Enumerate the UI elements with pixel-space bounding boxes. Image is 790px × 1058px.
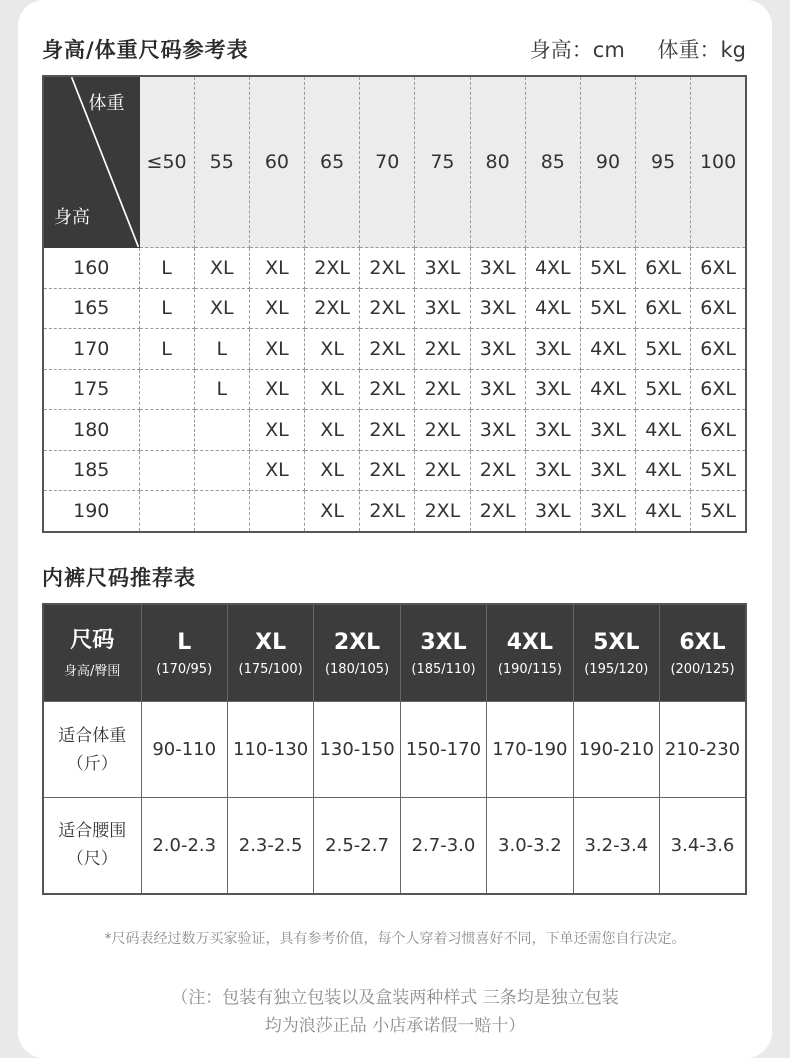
size-cell: L bbox=[194, 329, 249, 369]
weight-header-cell: 70 bbox=[360, 76, 415, 248]
weight-header-cell: ≤50 bbox=[139, 76, 194, 248]
waist-row-label bbox=[43, 798, 141, 894]
packaging-note bbox=[0, 984, 790, 1040]
size-cell: XL bbox=[305, 450, 360, 490]
weight-range-cell: 190-210 bbox=[573, 702, 659, 798]
packaging-note-line1: （注：包装有独立包装以及盒装两种样式 三条均是独立包装 bbox=[171, 988, 619, 1008]
waist-range-cell: 2.3-2.5 bbox=[227, 798, 313, 894]
size-measurement: (170/95) bbox=[156, 661, 213, 677]
size-cell: 6XL bbox=[636, 288, 691, 328]
weight-unit: 体重：kg bbox=[657, 38, 746, 62]
disclaimer-note: *尺码表经过数万买家验证，具有参考价值，每个人穿着习惯喜好不同，下单还需您自行决定。 bbox=[104, 931, 686, 947]
size-cell: XL bbox=[194, 288, 249, 328]
size-cell: 3XL bbox=[525, 450, 580, 490]
size-measurement: (195/120) bbox=[584, 661, 649, 677]
corner-weight-label: 体重 bbox=[88, 93, 125, 114]
size-cell: 3XL bbox=[525, 491, 580, 532]
size-cell: 3XL bbox=[470, 410, 525, 450]
size-row bbox=[43, 369, 746, 409]
size-cell: 2XL bbox=[360, 248, 415, 288]
size-cell: 2XL bbox=[305, 288, 360, 328]
size-cell: 3XL bbox=[415, 288, 470, 328]
size-column-header bbox=[314, 604, 400, 702]
weight-range-cell: 150-170 bbox=[400, 702, 486, 798]
size-cell: 3XL bbox=[470, 329, 525, 369]
waist-range-cell: 2.0-2.3 bbox=[141, 798, 227, 894]
packaging-note-line2: 均为浪莎正品 小店承诺假一赔十） bbox=[264, 1016, 526, 1036]
waist-range-cell: 2.5-2.7 bbox=[314, 798, 400, 894]
waist-range-cell: 3.0-3.2 bbox=[487, 798, 573, 894]
size-cell: XL bbox=[249, 288, 304, 328]
size-cell: 5XL bbox=[580, 248, 635, 288]
waist-range-cell: 2.7-3.0 bbox=[400, 798, 486, 894]
weight-header-cell: 60 bbox=[249, 76, 304, 248]
size-cell: L bbox=[139, 329, 194, 369]
weight-header-cell: 95 bbox=[636, 76, 691, 248]
weight-range-cell: 90-110 bbox=[141, 702, 227, 798]
size-cell: 4XL bbox=[525, 248, 580, 288]
size-cell: 3XL bbox=[525, 329, 580, 369]
waist-row bbox=[43, 798, 746, 894]
size-cell: 2XL bbox=[360, 491, 415, 532]
height-cell: 190 bbox=[43, 491, 139, 532]
size-cell: 4XL bbox=[636, 410, 691, 450]
size-cell: 3XL bbox=[580, 491, 635, 532]
weight-header-cell: 65 bbox=[305, 76, 360, 248]
weight-range-cell: 110-130 bbox=[227, 702, 313, 798]
size-row bbox=[43, 329, 746, 369]
size-measurement: (200/125) bbox=[670, 661, 735, 677]
size-label: 4XL bbox=[506, 629, 554, 655]
size-label: 6XL bbox=[679, 629, 726, 655]
size-cell: XL bbox=[305, 329, 360, 369]
size-cell: XL bbox=[249, 450, 304, 490]
height-cell: 180 bbox=[43, 410, 139, 450]
units-legend bbox=[504, 34, 746, 64]
size-row bbox=[43, 248, 746, 288]
size-row bbox=[43, 450, 746, 490]
size-cell: XL bbox=[305, 491, 360, 532]
size-column-header bbox=[573, 604, 659, 702]
size-cell: XL bbox=[249, 248, 304, 288]
size-measurement: (190/115) bbox=[497, 661, 562, 677]
size-cell: 2XL bbox=[360, 410, 415, 450]
size-cell: 2XL bbox=[470, 491, 525, 532]
size-cell: 4XL bbox=[580, 329, 635, 369]
weight-unit-label: （斤） bbox=[66, 753, 118, 774]
size-cell: 2XL bbox=[305, 248, 360, 288]
size-cell bbox=[194, 491, 249, 532]
waist-unit-label: （尺） bbox=[66, 849, 118, 870]
size-label: L bbox=[177, 629, 192, 655]
weight-header-cell: 100 bbox=[691, 76, 746, 248]
size-column-header bbox=[660, 604, 746, 702]
size-cell: 6XL bbox=[691, 288, 746, 328]
size-header-cell bbox=[43, 604, 141, 702]
size-cell: 5XL bbox=[691, 491, 746, 532]
size-measurement: (185/110) bbox=[411, 661, 476, 677]
size-cell: 6XL bbox=[691, 329, 746, 369]
weight-header-cell: 80 bbox=[470, 76, 525, 248]
size-cell: 3XL bbox=[470, 369, 525, 409]
underwear-chart-table bbox=[42, 603, 747, 895]
weight-header-cell: 75 bbox=[415, 76, 470, 248]
size-cell: 5XL bbox=[636, 369, 691, 409]
size-cell: 2XL bbox=[415, 410, 470, 450]
weight-header-cell: 85 bbox=[525, 76, 580, 248]
size-cell: L bbox=[139, 288, 194, 328]
size-label: 3XL bbox=[420, 629, 467, 655]
size-chart-title: 身高/体重尺码参考表 bbox=[42, 38, 249, 62]
size-cell bbox=[139, 410, 194, 450]
size-cell: XL bbox=[249, 410, 304, 450]
size-cell: 6XL bbox=[636, 248, 691, 288]
size-header-label: 尺码 bbox=[70, 627, 115, 653]
size-chart-table bbox=[42, 75, 747, 533]
size-cell: 4XL bbox=[636, 450, 691, 490]
size-measurement: (175/100) bbox=[238, 661, 303, 677]
size-label: 5XL bbox=[593, 629, 640, 655]
size-cell: 2XL bbox=[415, 369, 470, 409]
size-cell: 2XL bbox=[415, 450, 470, 490]
size-cell bbox=[139, 450, 194, 490]
size-column-header bbox=[400, 604, 486, 702]
size-cell: 2XL bbox=[360, 329, 415, 369]
size-cell: 3XL bbox=[415, 248, 470, 288]
size-cell: 5XL bbox=[580, 288, 635, 328]
size-cell: 3XL bbox=[580, 410, 635, 450]
size-cell: 4XL bbox=[580, 369, 635, 409]
underwear-header-row bbox=[43, 604, 746, 702]
size-cell: L bbox=[139, 248, 194, 288]
underwear-chart-title: 内裤尺码推荐表 bbox=[42, 566, 196, 590]
weight-header-row bbox=[43, 76, 746, 248]
waist-range-cell: 3.2-3.4 bbox=[573, 798, 659, 894]
size-cell bbox=[139, 369, 194, 409]
size-cell bbox=[194, 410, 249, 450]
size-cell: 4XL bbox=[525, 288, 580, 328]
size-measurement: (180/105) bbox=[324, 661, 390, 677]
size-cell: XL bbox=[249, 369, 304, 409]
size-label: XL bbox=[255, 629, 287, 655]
waist-range-cell: 3.4-3.6 bbox=[660, 798, 746, 894]
size-cell: XL bbox=[249, 329, 304, 369]
height-unit: 身高：cm bbox=[529, 38, 625, 62]
size-header-sub: 身高/臀围 bbox=[64, 663, 121, 679]
size-cell: XL bbox=[305, 410, 360, 450]
size-column-header bbox=[141, 604, 227, 702]
size-cell: 6XL bbox=[691, 248, 746, 288]
size-cell: 6XL bbox=[691, 369, 746, 409]
size-cell bbox=[249, 491, 304, 532]
size-cell: 3XL bbox=[580, 450, 635, 490]
size-cell: 2XL bbox=[415, 329, 470, 369]
weight-label: 适合体重 bbox=[58, 725, 127, 746]
size-cell: 5XL bbox=[636, 329, 691, 369]
size-cell bbox=[194, 450, 249, 490]
size-cell: 2XL bbox=[415, 491, 470, 532]
size-cell: 5XL bbox=[691, 450, 746, 490]
weight-row-label bbox=[43, 702, 141, 798]
height-cell: 175 bbox=[43, 369, 139, 409]
weight-header-cell: 90 bbox=[580, 76, 635, 248]
size-cell: XL bbox=[194, 248, 249, 288]
height-cell: 165 bbox=[43, 288, 139, 328]
height-cell: 185 bbox=[43, 450, 139, 490]
size-row bbox=[43, 410, 746, 450]
size-cell: 2XL bbox=[360, 450, 415, 490]
size-cell: 6XL bbox=[691, 410, 746, 450]
size-label: 2XL bbox=[333, 629, 381, 655]
size-cell bbox=[139, 491, 194, 532]
size-cell: 4XL bbox=[636, 491, 691, 532]
size-column-header bbox=[227, 604, 313, 702]
weight-row bbox=[43, 702, 746, 798]
size-cell: 2XL bbox=[360, 369, 415, 409]
weight-range-cell: 210-230 bbox=[660, 702, 746, 798]
weight-header-cell: 55 bbox=[194, 76, 249, 248]
weight-range-cell: 170-190 bbox=[487, 702, 573, 798]
size-cell: XL bbox=[305, 369, 360, 409]
height-cell: 170 bbox=[43, 329, 139, 369]
size-cell: 3XL bbox=[470, 248, 525, 288]
corner-height-label: 身高 bbox=[54, 207, 90, 229]
size-cell: 3XL bbox=[525, 369, 580, 409]
size-row bbox=[43, 288, 746, 328]
size-cell: 3XL bbox=[470, 288, 525, 328]
height-cell: 160 bbox=[43, 248, 139, 288]
size-cell: L bbox=[194, 369, 249, 409]
corner-cell bbox=[43, 76, 139, 248]
size-row bbox=[43, 491, 746, 532]
size-cell: 2XL bbox=[360, 288, 415, 328]
weight-range-cell: 130-150 bbox=[314, 702, 400, 798]
size-column-header bbox=[487, 604, 573, 702]
waist-label: 适合腰围 bbox=[58, 821, 127, 842]
size-cell: 3XL bbox=[525, 410, 580, 450]
size-cell: 2XL bbox=[470, 450, 525, 490]
